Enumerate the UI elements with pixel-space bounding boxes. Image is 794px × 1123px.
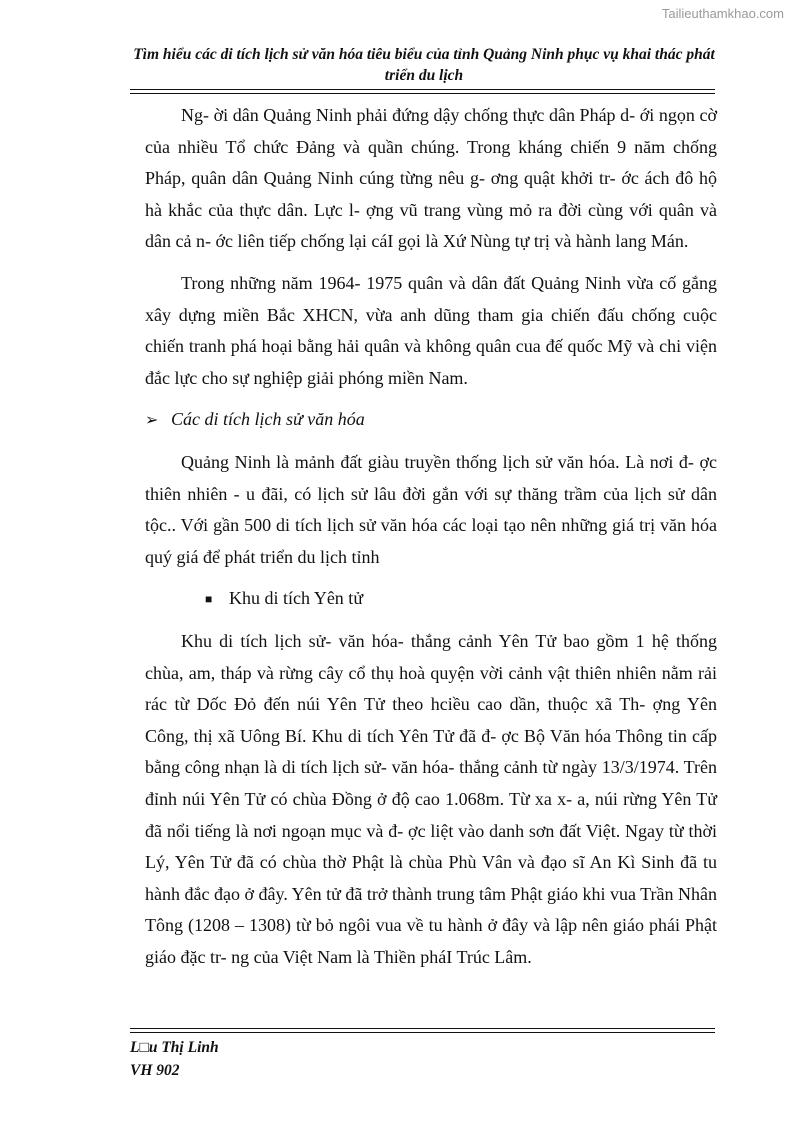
paragraph: Ng- ời dân Quảng Ninh phải đứng dậy chống thực dân Pháp d- ới ngọn cờ của nhiều Tổ chức Đảng và quần chúng. Trong kháng chiến 9 năm chống Pháp, quân dân Quảng Ninh cúng từng nêu g- ơng quật khởi tr- ớc ách đô hộ hà khắc của thực dân. Lực l- ợng vũ trang vùng mỏ ra đời cùng với quân và dân cả n- ớc liên tiếp chống lại cáI gọi là Xứ Nùng tự trị và hành lang Mán. xyxy=(145,105,717,252)
section-heading xyxy=(145,404,717,437)
square-bullet-icon: ■ xyxy=(205,592,213,607)
footer-author: L□u Thị Linh xyxy=(130,1039,219,1056)
footer-class-code: VH 902 xyxy=(130,1062,180,1079)
sub-heading xyxy=(205,583,717,616)
document-body xyxy=(145,100,717,984)
paragraph: Quảng Ninh là mảnh đất giàu truyền thống lịch sử văn hóa. Là nơi đ- ợc thiên nhiên - u đãi, có lịch sử lâu đời gắn với sự thăng trầm của lịch sử dân tộc.. Với gần 500 di tích lịch sử văn hóa các loại tạo nên những giá trị văn hóa quý giá để phát triển du lịch tỉnh xyxy=(145,451,717,567)
page-header-title: Tìm hiểu các di tích lịch sử văn hóa tiêu biểu của tỉnh Quảng Ninh phục vụ khai thác phát triển du lịch xyxy=(133,46,715,84)
header-rule-thin xyxy=(130,93,715,94)
paragraph: Trong những năm 1964- 1975 quân và dân đất Quảng Ninh vừa cố gắng xây dựng miền Bắc XHCN, vừa anh dũng tham gia chiến đấu chống cuộc chiến tranh phá hoại bằng hải quân và không quân cua đế quốc Mỹ và chi viện đắc lực cho sự nghiệp giải phóng miền Nam. xyxy=(145,272,717,388)
watermark-text: Tailieuthamkhao.com xyxy=(661,6,784,21)
sub-heading-text: Khu di tích Yên tử xyxy=(229,588,364,609)
arrow-bullet-icon: ➢ xyxy=(145,412,159,430)
header-rule xyxy=(130,89,715,90)
section-heading-text: Các di tích lịch sử văn hóa xyxy=(171,409,365,430)
footer-rule xyxy=(130,1028,715,1029)
page-footer xyxy=(130,1036,219,1082)
footer-rule-thin xyxy=(130,1032,715,1033)
paragraph: Khu di tích lịch sử- văn hóa- thắng cảnh Yên Tử bao gồm 1 hệ thống chùa, am, tháp và rừng cây cổ thụ hoà quyện vời cảnh vật thiên nhiên nằm rải rác từ Dốc Đỏ đến núi Yên Tử theo hciều cao dần, thuộc xã Th- ợng Yên Công, thị xã Uông Bí. Khu di tích Yên Tử đã đ- ợc Bộ Văn hóa Thông tin cấp bằng công nhạn là di tích lịch sử- văn hóa- thắng cảnh từ ngày 13/3/1974. Trên đỉnh núi Yên Tử có chùa Đồng ở độ cao 1.068m. Từ xa x- a, núi rừng Yên Tử đã nổi tiếng là nơi ngoạn mục và đ- ợc liệt vào danh sơn đất Việt. Ngay từ thời Lý, Yên Tử đã có chùa thờ Phật là chùa Phù Vân và đạo sĩ An Kì Sinh đã tu hành đắc đạo ở đây. Yên tử đã trở thành trung tâm Phật giáo khi vua Trần Nhân Tông (1208 – 1308) từ bỏ ngôi vua về tu hành ở đây và lập nên giáo phái Phật giáo đặc tr- ng của Việt Nam là Thiền pháI Trúc Lâm. xyxy=(145,630,717,967)
